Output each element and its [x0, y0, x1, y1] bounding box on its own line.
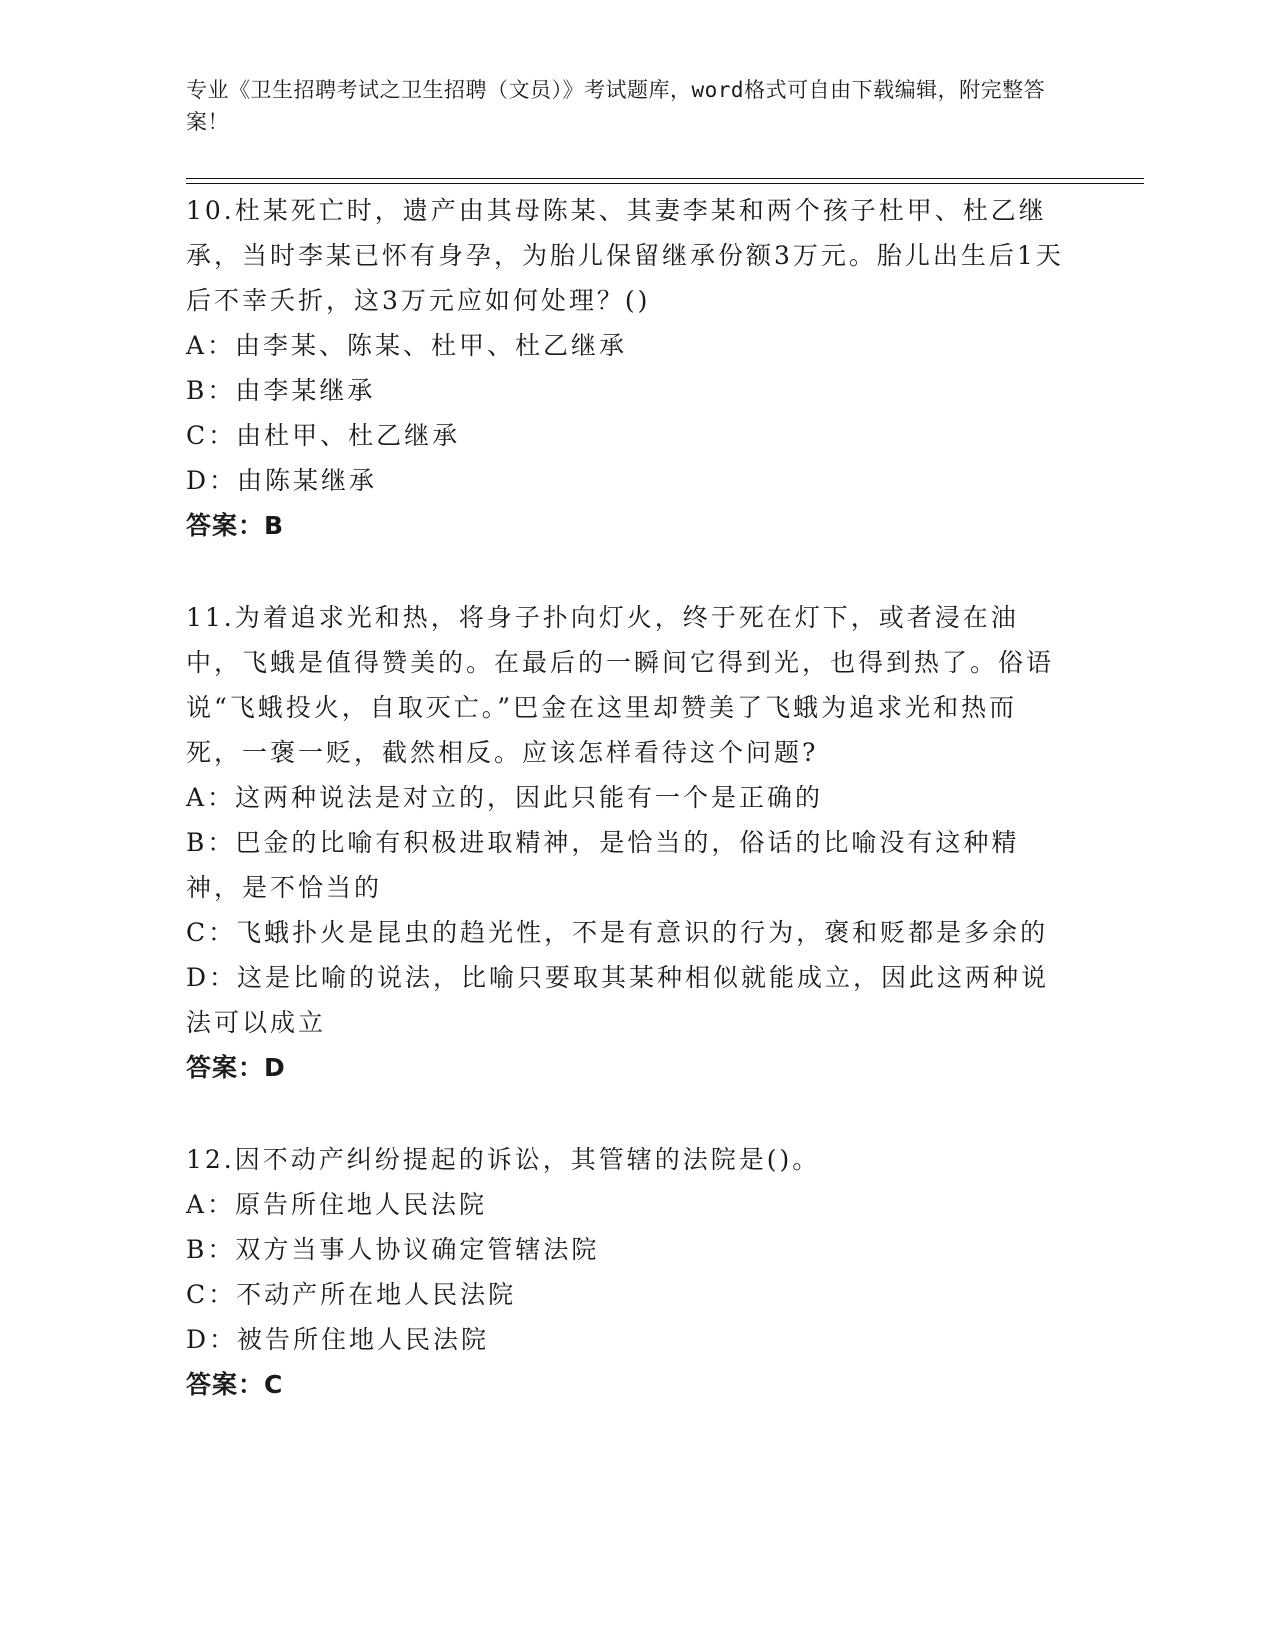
option-b: B：由李某继承 [186, 376, 376, 405]
question-10 [186, 188, 1066, 548]
question-stem: 10.杜某死亡时，遗产由其母陈某、其妻李某和两个孩子杜甲、杜乙继承，当时李某已怀有身孕，为胎儿保留继承份额3万元。胎儿出生后1天后不幸夭折，这3万元应如何处理？() [186, 196, 1064, 315]
option-d: D：由陈某继承 [186, 466, 378, 495]
answer-label: 答案：C [186, 1370, 284, 1399]
question-stem: 12.因不动产纠纷提起的诉讼，其管辖的法院是()。 [186, 1145, 821, 1174]
page-header [186, 74, 1066, 138]
question-stem: 11.为着追求光和热，将身子扑向灯火，终于死在灯下，或者浸在油中，飞蛾是值得赞美的。在最后的一瞬间它得到光，也得到热了。俗语说“飞蛾投火，自取灭亡。”巴金在这里却赞美了飞蛾为追求光和热而死，一褒一贬，截然相反。应该怎样看待这个问题? [186, 603, 1055, 767]
option-c: C：飞蛾扑火是昆虫的趋光性，不是有意识的行为，褒和贬都是多余的 [186, 918, 1049, 947]
option-b: B：双方当事人协议确定管辖法院 [186, 1235, 600, 1264]
answer-label: 答案：B [186, 511, 285, 540]
option-b: B：巴金的比喻有积极进取精神，是恰当的，俗话的比喻没有这种精神，是不恰当的 [186, 828, 1020, 902]
document-title: 专业《卫生招聘考试之卫生招聘（文员）》考试题库，word格式可自由下载编辑，附完整答案！ [186, 78, 1046, 134]
question-12 [186, 1137, 1066, 1407]
option-d: D：被告所住地人民法院 [186, 1325, 490, 1354]
option-c: C：由杜甲、杜乙继承 [186, 421, 461, 450]
question-spacer [186, 1090, 1066, 1137]
question-11 [186, 595, 1066, 1090]
option-c: C：不动产所在地人民法院 [186, 1280, 517, 1309]
option-a: A：原告所住地人民法院 [186, 1190, 488, 1219]
header-double-rule [186, 178, 1144, 184]
question-spacer [186, 548, 1066, 595]
option-d: D：这是比喻的说法，比喻只要取其某种相似就能成立，因此这两种说法可以成立 [186, 963, 1050, 1037]
question-list [186, 188, 1066, 1407]
answer-label: 答案：D [186, 1053, 286, 1082]
option-a: A：这两种说法是对立的，因此只能有一个是正确的 [186, 783, 824, 812]
option-a: A：由李某、陈某、杜甲、杜乙继承 [186, 331, 628, 360]
